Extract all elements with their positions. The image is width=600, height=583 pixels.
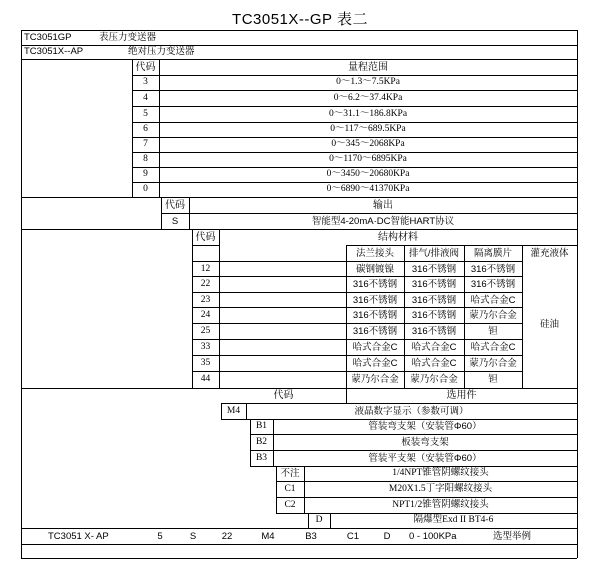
material-code: 25 — [200, 326, 211, 336]
model-name: 表压力变送器 — [99, 32, 157, 43]
option-value: 板装弯支架 — [401, 437, 449, 448]
material-diaphragm: 哈式合金C — [470, 342, 516, 353]
material-vent: 蒙乃尔合金 — [410, 374, 458, 385]
range-code: 0 — [143, 184, 148, 194]
material-flange: 316不锈钢 — [352, 279, 398, 290]
material-flange: 316不锈钢 — [352, 310, 398, 321]
example-model: TC3051 X- AP — [48, 531, 109, 542]
option-code: C2 — [284, 500, 296, 510]
range-title: 量程范围 — [348, 62, 388, 73]
material-vent: 316不锈钢 — [411, 326, 457, 337]
material-diaphragm: 蒙乃尔合金 — [469, 310, 517, 321]
material-code: 12 — [200, 264, 211, 274]
range-value: 0～1.3～7.5KPa — [336, 77, 400, 87]
range-code: 8 — [143, 154, 148, 164]
option-value: 管装平支架（安装管Φ60） — [368, 453, 482, 464]
range-code-header: 代码 — [135, 62, 156, 73]
material-fill-value: 硅油 — [539, 319, 559, 330]
model-code: TC3051GP — [24, 32, 72, 43]
range-code: 6 — [143, 124, 148, 134]
example-range: 5 — [157, 531, 163, 542]
material-code: 35 — [200, 358, 211, 368]
option-code: B1 — [255, 421, 268, 431]
range-value: 0～6.2～37.4KPa — [333, 93, 403, 103]
page-title: TC3051X--GP 表二 — [232, 11, 368, 28]
material-code: 33 — [200, 342, 211, 352]
options-code-header: 代码 — [273, 390, 294, 401]
range-value: 0～6890～41370KPa — [326, 184, 410, 194]
example-label: 选型举例 — [493, 531, 532, 542]
model-name: 绝对压力变送器 — [128, 46, 195, 57]
option-code: B3 — [255, 453, 268, 463]
material-diaphragm: 316不锈钢 — [470, 264, 516, 275]
material-vent: 哈式合金C — [411, 358, 457, 369]
option-value: 1/4NPT锥管阴螺纹接头 — [392, 468, 489, 478]
material-code: 24 — [200, 310, 211, 320]
option-value: 管装弯支架（安装管Φ60） — [368, 421, 482, 432]
example-material: 22 — [221, 531, 233, 542]
example-display: M4 — [261, 531, 275, 542]
example-bracket: B3 — [305, 531, 317, 542]
material-col-fill: 灌充液体 — [530, 248, 569, 259]
material-col-flange: 法兰接头 — [355, 248, 394, 259]
option-code: B2 — [255, 437, 268, 447]
material-code: 44 — [200, 374, 211, 384]
material-diaphragm: 钽 — [488, 374, 498, 385]
options-title: 选用件 — [446, 390, 477, 401]
material-flange: 316不锈钢 — [352, 326, 398, 337]
range-code: 9 — [143, 169, 148, 179]
range-value: 0～3450～20680KPa — [326, 169, 410, 179]
material-code: 23 — [200, 295, 211, 305]
option-value: 液晶数字显示（参数可调） — [354, 406, 469, 417]
option-value: 隔爆型Exd II BT4-6 — [413, 515, 494, 525]
output-title: 输出 — [373, 200, 393, 211]
range-code: 3 — [143, 77, 148, 87]
range-value: 0～1170～6895KPa — [329, 154, 407, 164]
material-col-diaphragm: 隔离膜片 — [473, 248, 512, 259]
option-code: C1 — [284, 484, 296, 494]
material-flange: 蒙乃尔合金 — [351, 374, 399, 385]
range-value: 0～117～689.5KPa — [330, 124, 406, 134]
example-connector: C1 — [346, 531, 360, 542]
option-code: M4 — [226, 406, 241, 416]
range-code: 4 — [143, 93, 148, 103]
material-flange: 哈式合金C — [352, 342, 398, 353]
material-code: 22 — [200, 279, 211, 289]
material-flange: 316不锈钢 — [352, 295, 398, 306]
material-vent: 哈式合金C — [411, 342, 457, 353]
output-code: S — [171, 216, 179, 227]
material-title: 结构材料 — [378, 232, 418, 243]
example-explosion: D — [383, 531, 391, 542]
range-value: 0～345～2068KPa — [331, 139, 405, 149]
material-vent: 316不锈钢 — [411, 295, 457, 306]
option-code: 不注 — [280, 468, 300, 479]
material-vent: 316不锈钢 — [411, 310, 457, 321]
material-vent: 316不锈钢 — [411, 264, 457, 275]
model-code: TC3051X--AP — [24, 46, 84, 57]
range-code: 5 — [143, 109, 148, 119]
option-value: M20X1.5丁字阳螺纹接头 — [388, 484, 493, 494]
option-code: D — [315, 515, 323, 525]
material-diaphragm: 钽 — [488, 326, 498, 337]
output-value: 智能型4-20mA·DC智能HART协议 — [311, 216, 455, 227]
range-value: 0～31.1～186.8KPa — [328, 109, 408, 119]
material-diaphragm: 蒙乃尔合金 — [469, 358, 517, 369]
output-code-header: 代码 — [165, 200, 185, 211]
material-vent: 316不锈钢 — [411, 279, 457, 290]
range-code: 7 — [143, 139, 148, 149]
option-value: NPT1/2锥管阴螺纹接头 — [392, 500, 489, 510]
material-flange: 碳钢镀镍 — [355, 264, 394, 275]
example-span: 0 - 100KPa — [409, 531, 457, 542]
material-col-vent: 排气/排液阀 — [408, 248, 460, 259]
material-diaphragm: 哈式合金C — [470, 295, 516, 306]
material-flange: 哈式合金C — [352, 358, 398, 369]
material-code-header: 代码 — [195, 232, 216, 243]
example-output: S — [189, 531, 197, 542]
material-diaphragm: 316不锈钢 — [470, 279, 516, 290]
